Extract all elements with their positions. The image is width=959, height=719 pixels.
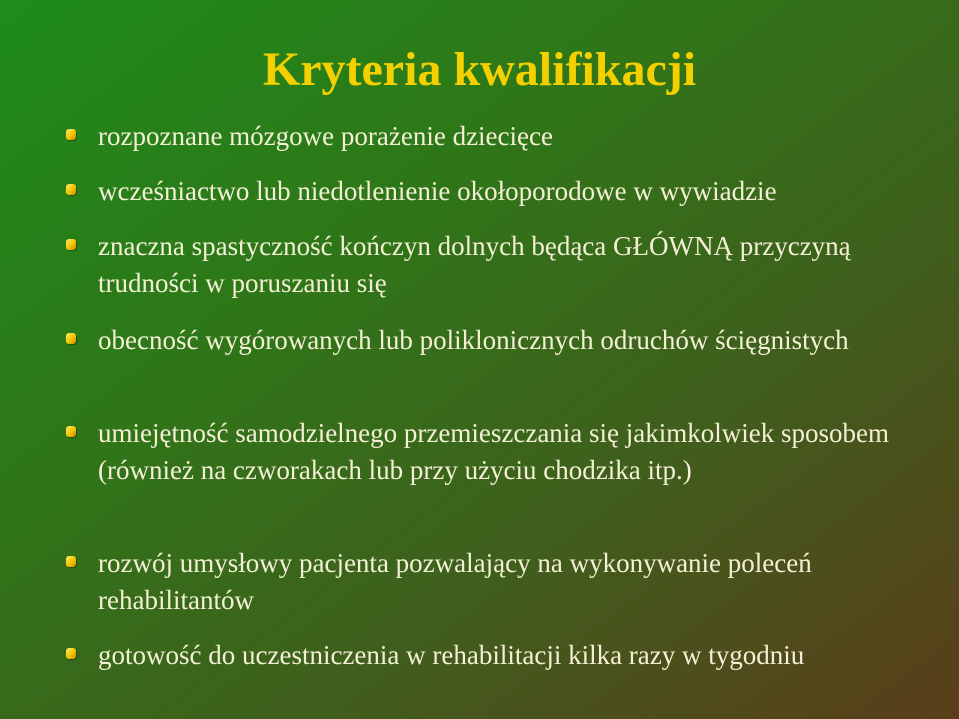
yellow-bullet-icon: [66, 184, 76, 195]
criteria-item-text: rozwój umysłowy pacjenta pozwalający na wykonywanie poleceń rehabilitantów: [98, 548, 812, 615]
yellow-bullet-icon: [66, 129, 76, 140]
criteria-item-text: umiejętność samodzielnego przemieszczania się jakimkolwiek sposobem (również na czworakach lub przy użyciu chodzika itp.): [98, 418, 890, 485]
slide-title: Kryteria kwalifikacji: [262, 43, 697, 96]
criteria-item-text: wcześniactwo lub niedotlenienie okołoporodowe w wywiadzie: [98, 176, 777, 206]
yellow-bullet-icon: [66, 556, 76, 567]
yellow-bullet-icon: [66, 426, 76, 437]
yellow-bullet-icon: [66, 648, 76, 659]
criteria-item-text: rozpoznane mózgowe porażenie dziecięce: [98, 121, 553, 151]
criteria-item-text: obecność wygórowanych lub poliklonicznych odruchów ścięgnistych: [98, 325, 849, 355]
yellow-bullet-icon: [66, 239, 76, 250]
criteria-item-text: gotowość do uczestniczenia w rehabilitacji kilka razy w tygodniu: [98, 640, 805, 670]
yellow-bullet-icon: [66, 333, 76, 344]
criteria-item-text: znaczna spastyczność kończyn dolnych będąca GŁÓWNĄ przyczyną trudności w poruszaniu się: [98, 231, 851, 298]
